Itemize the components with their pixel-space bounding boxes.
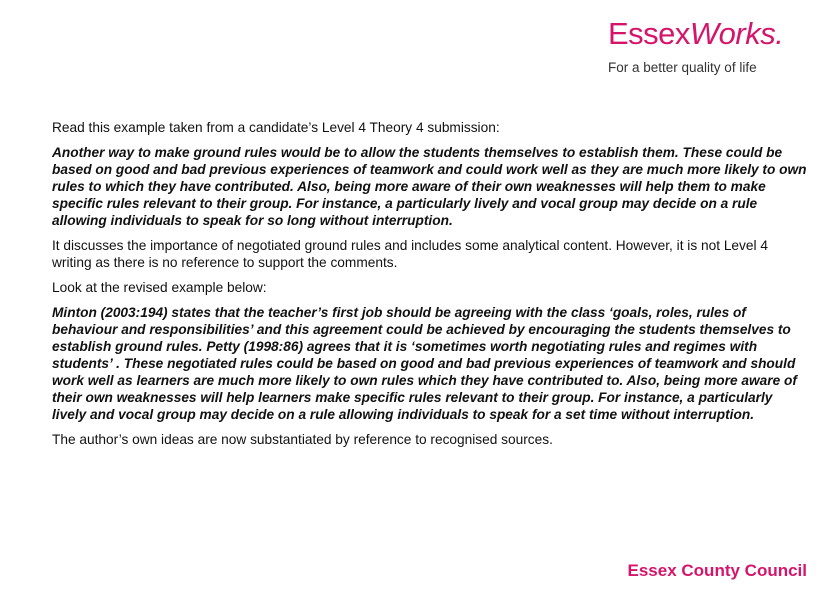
- essexworks-wordmark: [608, 12, 808, 56]
- example-two-quote: Minton (2003:194) states that the teacher’s first job should be agreeing with the class ‘goals, roles, rules of behaviour and responsibilities’ and this agreement could be achieved by encouraging the students themselves to establish ground rules. Petty (1998:86) agrees that it is ‘sometimes worth negotiating rules and regimes with students’ . These negotiated rules could be based on good and bad previous experiences of teamwork and should work well as learners are much more likely to own rules which they have contributed to. Also, being more aware of their own weaknesses will help learners make specific rules relevant to their group. For instance, a particularly lively and vocal group may decide on a rule allowing individuals to speak for a set time without interruption.: [52, 305, 797, 422]
- logo-word-works: Works.: [689, 16, 784, 51]
- logo-word-essex: Essex: [608, 16, 690, 51]
- revised-intro-text: Look at the revised example below:: [52, 280, 267, 295]
- commentary-text: It discusses the importance of negotiated ground rules and includes some analytical content. However, it is not Level 4 writing as there is no reference to support the comments.: [52, 238, 768, 270]
- slide-content: [52, 119, 808, 456]
- essexworks-logo: [608, 12, 808, 75]
- logo-tagline: For a better quality of life: [608, 60, 757, 75]
- conclusion-text: The author’s own ideas are now substantiated by reference to recognised sources.: [52, 432, 553, 447]
- intro-text: Read this example taken from a candidate’s Level 4 Theory 4 submission:: [52, 120, 500, 135]
- example-one-quote: Another way to make ground rules would be to allow the students themselves to establish them. These could be based on good and bad previous experiences of teamwork and could work well as they are much more likely to own rules to which they have contributed. Also, being more aware of their own weaknesses will help them to make specific rules relevant to their group. For instance, a particularly lively and vocal group may decide on a rule allowing individuals to speak for so long without interruption.: [52, 145, 807, 228]
- essex-county-council-logo: Essex County Council: [627, 561, 807, 580]
